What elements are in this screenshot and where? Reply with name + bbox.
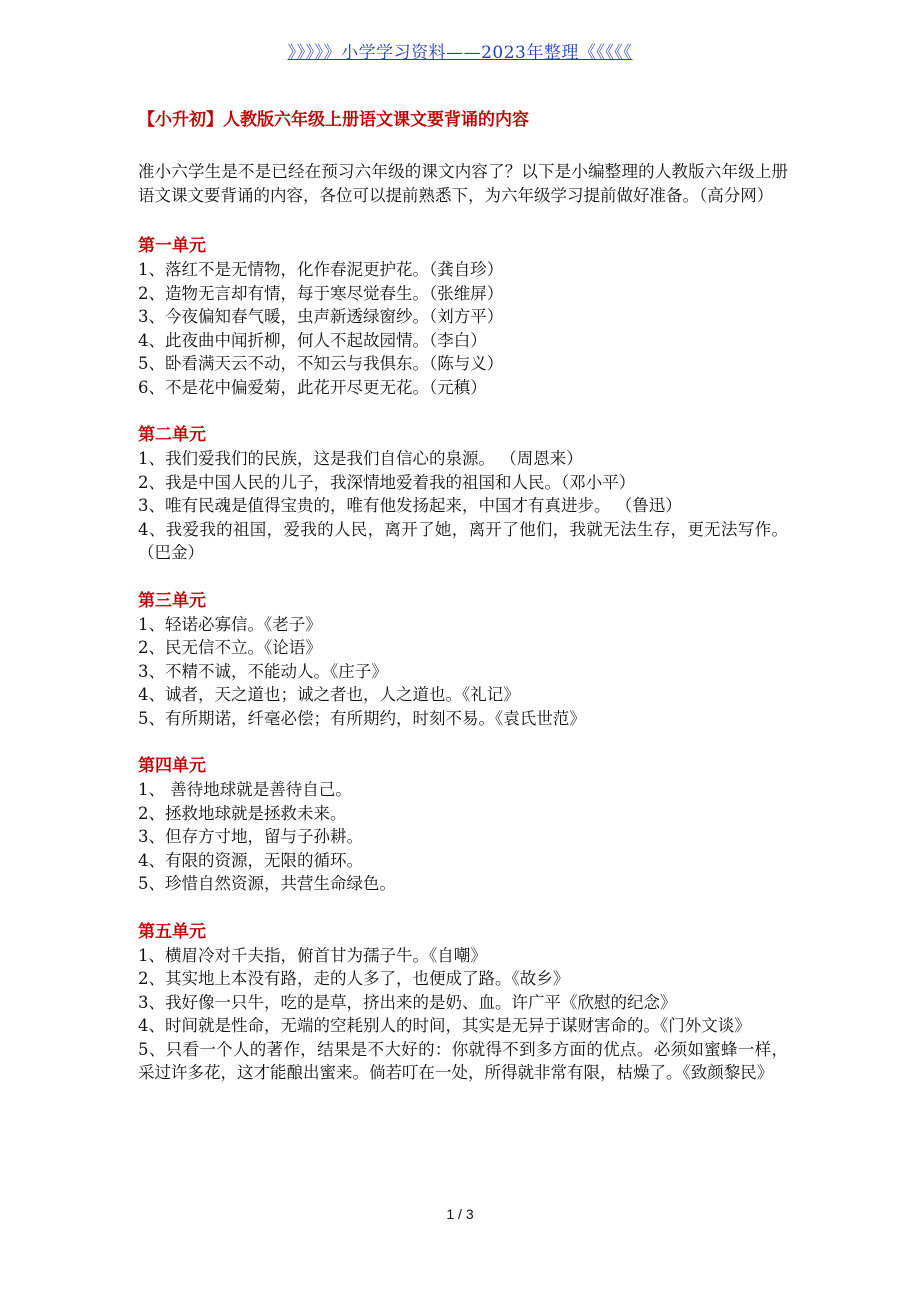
quote-line: 4、诚者，天之道也；诚之者也，人之道也。《礼记》 — [138, 685, 520, 704]
page-header: 》》》》》小学学习资料——2023年整理《《《《《 — [287, 43, 633, 63]
unit-title: 第一单元 — [138, 236, 206, 256]
quote-line: 3、不精不诚，不能动人。《庄子》 — [138, 661, 388, 681]
quote-line: 1、落红不是无情物，化作春泥更护花。（龚自珍） — [138, 260, 504, 279]
document-title: 【小升初】人教版六年级上册语文课文要背诵的内容 — [138, 110, 529, 130]
quote-line: 4、此夜曲中闻折柳，何人不起故园情。（李白） — [138, 330, 487, 350]
document-body — [138, 108, 788, 1109]
quote-line: 2、民无信不立。《论语》 — [138, 638, 322, 657]
quote-line: 1、 善待地球就是善待自己。 — [138, 780, 352, 799]
quote-line: 4、时间就是性命，无端的空耗别人的时间，其实是无异于谋财害命的。《门外文谈》 — [138, 1016, 751, 1035]
unit-title: 第五单元 — [138, 921, 206, 942]
quote-line: 2、拯救地球就是拯救未来。 — [138, 803, 347, 823]
quote-line: 3、今夜偏知春气暖，虫声新透绿窗纱。（刘方平） — [138, 307, 504, 326]
quote-line: 5、有所期诺，纤毫必偿；有所期约，时刻不易。《袁氏世范》 — [138, 708, 586, 728]
unit-title: 第二单元 — [138, 425, 206, 445]
quote-line: 1、我们爱我们的民族，这是我们自信心的泉源。 （周恩来） — [138, 449, 583, 468]
unit-section — [138, 589, 788, 731]
quote-line: 2、造物无言却有情，每于寒尽觉春生。（张维屏） — [138, 283, 504, 303]
unit-section — [138, 234, 788, 399]
quote-line: 4、有限的资源，无限的循环。 — [138, 850, 363, 870]
quote-line: 3、我好像一只牛，吃的是草，挤出来的是奶、血。许广平《欣慰的纪念》 — [138, 992, 677, 1012]
quote-line: 5、珍惜自然资源，共营生命绿色。 — [138, 874, 396, 893]
unit-title: 第四单元 — [138, 756, 206, 776]
quote-line: 2、我是中国人民的儿子，我深情地爱着我的祖国和人民。（邓小平） — [138, 472, 636, 492]
quote-line: 3、但存方寸地，留与子孙耕。 — [138, 827, 363, 846]
quote-line: 6、不是花中偏爱菊，此花开尽更无花。（元稹） — [138, 377, 487, 397]
unit-section — [138, 423, 788, 565]
unit-section — [138, 754, 788, 896]
unit-title: 第三单元 — [138, 590, 206, 611]
quote-line: 2、其实地上本没有路，走的人多了，也便成了路。《故乡》 — [138, 969, 570, 988]
unit-section — [138, 920, 788, 1085]
quote-line: 1、横眉冷对千夫指，俯首甘为孺子牛。《自嘲》 — [138, 945, 487, 965]
quote-line: 3、唯有民魂是值得宝贵的，唯有他发扬起来，中国才有真进步。 （鲁迅） — [138, 496, 682, 515]
units-container — [138, 234, 788, 1085]
intro-paragraph: 准小六学生是不是已经在预习六年级的课文内容了？以下是小编整理的人教版六年级上册语文课文要背诵的内容，各位可以提前熟悉下，为六年级学习提前做好准备。（高分网） — [138, 162, 788, 205]
page-number: 1 / 3 — [446, 1206, 474, 1222]
quote-line: 5、只看一个人的著作，结果是不大好的：你就得不到多方面的优点。必须如蜜蜂一样，采过许多花，这才能酿出蜜来。倘若叮在一处，所得就非常有限，枯燥了。《致颜黎民》 — [138, 1039, 788, 1082]
quote-line: 1、轻诺必寡信。《老子》 — [138, 614, 322, 634]
quote-line: 5、卧看满天云不动，不知云与我俱东。（陈与义） — [138, 354, 504, 373]
quote-line: 4、我爱我的祖国，爱我的人民，离开了她，离开了他们，我就无法生存，更无法写作。（巴金） — [138, 519, 788, 562]
